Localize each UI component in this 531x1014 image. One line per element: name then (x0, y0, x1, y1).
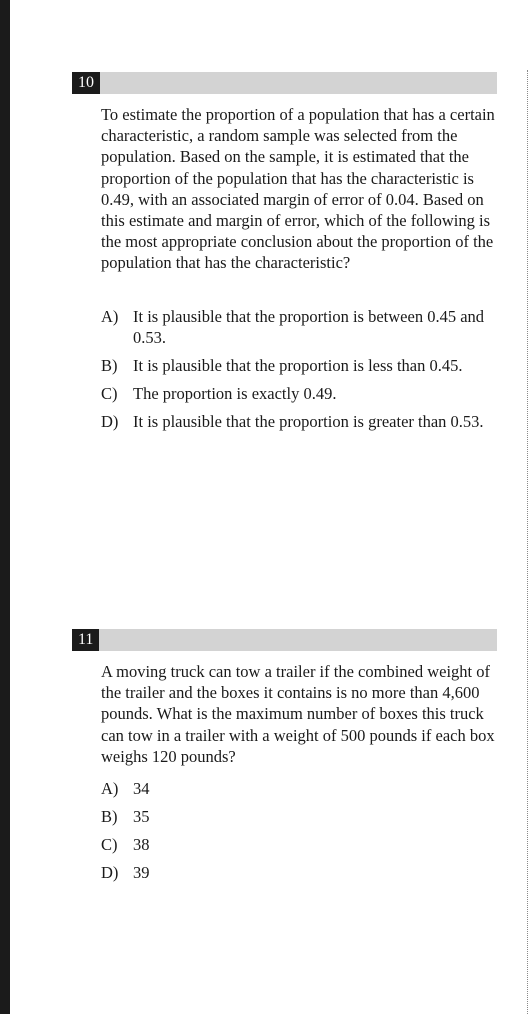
choice-letter: B) (101, 356, 118, 375)
choice-letter: B) (101, 807, 118, 826)
question-header-bar (72, 72, 497, 94)
answer-choice-a[interactable] (101, 306, 501, 348)
choice-text: 39 (133, 863, 150, 882)
choice-letter: D) (101, 863, 119, 882)
choice-letter: A) (101, 307, 119, 326)
choice-text: 34 (133, 779, 150, 798)
page-edge-shadow (0, 0, 10, 1014)
answer-choices (101, 778, 501, 890)
question-stem: A moving truck can tow a trailer if the combined weight of the trailer and the boxes it contains is no more than 4,600 pounds. What is the maximum number of boxes this truck can tow in a trailer with a weight of 500 pounds if each box weighs 120 pounds? (101, 662, 495, 766)
question-number: 10 (72, 72, 100, 94)
choice-letter: C) (101, 835, 118, 854)
answer-choice-d[interactable] (101, 411, 501, 432)
choice-text: 35 (133, 807, 150, 826)
choice-text: 38 (133, 835, 150, 854)
answer-choice-b[interactable] (101, 806, 501, 827)
answer-choice-c[interactable] (101, 383, 501, 404)
answer-choice-c[interactable] (101, 834, 501, 855)
question-stem: To estimate the proportion of a population that has a certain characteristic, a random sample was selected from the population. Based on the sample, it is estimated that the proportion of the population that has the characteristic is 0.49, with an associated margin of error of 0.04. Based on this estimate and margin of error, which of the following is the most appropriate conclusion about the proportion of the population that has the characteristic? (101, 105, 495, 273)
choice-letter: A) (101, 779, 119, 798)
choice-text: It is plausible that the proportion is between 0.45 and 0.53. (133, 307, 485, 347)
choice-text: It is plausible that the proportion is greater than 0.53. (133, 412, 484, 431)
choice-text: The proportion is exactly 0.49. (133, 384, 337, 403)
answer-choice-a[interactable] (101, 778, 501, 799)
choice-text: It is plausible that the proportion is less than 0.45. (133, 356, 463, 375)
question-number: 11 (72, 629, 99, 651)
column-divider (527, 70, 528, 1014)
question-header-bar (72, 629, 497, 651)
answer-choice-b[interactable] (101, 355, 501, 376)
choice-letter: D) (101, 412, 119, 431)
answer-choice-d[interactable] (101, 862, 501, 883)
choice-letter: C) (101, 384, 118, 403)
answer-choices (101, 306, 501, 439)
